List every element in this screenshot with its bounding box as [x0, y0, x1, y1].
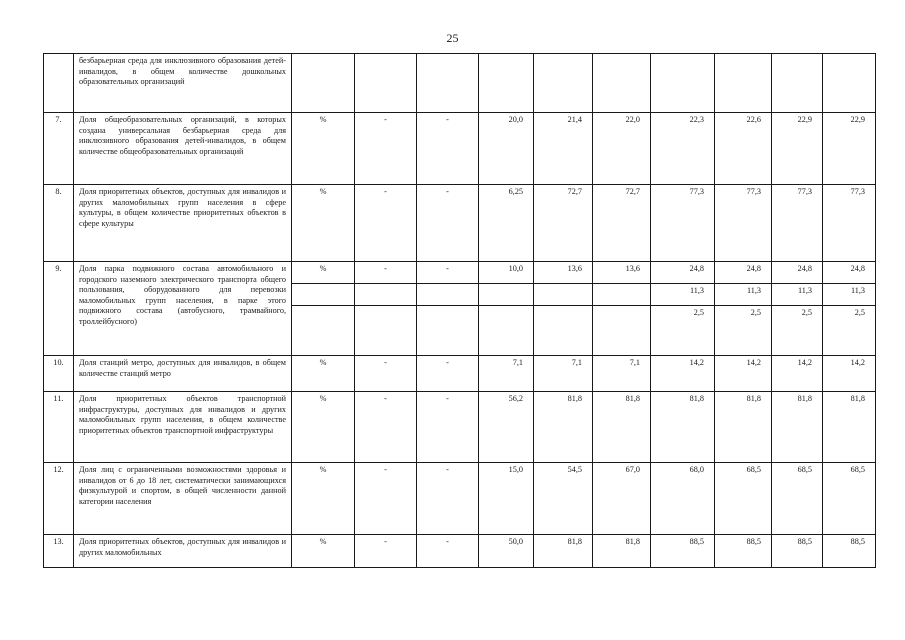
value-cell: -	[417, 392, 479, 463]
value-cell: 2,5	[715, 306, 772, 356]
value-cell: 11,3	[772, 284, 823, 306]
value-cell	[355, 284, 417, 306]
value-cell	[479, 54, 534, 113]
unit-cell: %	[292, 356, 355, 392]
value-cell: 81,8	[715, 392, 772, 463]
row-number	[44, 54, 74, 113]
value-cell	[715, 54, 772, 113]
row-number: 8.	[44, 185, 74, 262]
value-cell: 81,8	[651, 392, 715, 463]
value-cell: 68,5	[772, 463, 823, 535]
value-cell: 81,8	[593, 535, 651, 568]
row-number: 13.	[44, 535, 74, 568]
value-cell: 88,5	[715, 535, 772, 568]
value-cell: 77,3	[823, 185, 876, 262]
table-row	[44, 54, 876, 113]
value-cell: -	[355, 356, 417, 392]
value-cell: 14,2	[651, 356, 715, 392]
row-number: 12.	[44, 463, 74, 535]
value-cell: -	[355, 262, 417, 284]
value-cell: 77,3	[715, 185, 772, 262]
value-cell: 67,0	[593, 463, 651, 535]
row-number: 10.	[44, 356, 74, 392]
value-cell	[417, 284, 479, 306]
value-cell: -	[417, 262, 479, 284]
value-cell: 24,8	[823, 262, 876, 284]
value-cell: 13,6	[593, 262, 651, 284]
value-cell: 10,0	[479, 262, 534, 284]
value-cell: 22,3	[651, 113, 715, 185]
unit-cell: %	[292, 262, 355, 284]
value-cell: 72,7	[534, 185, 593, 262]
table-row	[44, 392, 876, 463]
row-number: 9.	[44, 262, 74, 356]
value-cell: 22,6	[715, 113, 772, 185]
table-row	[44, 262, 876, 284]
value-cell: -	[355, 463, 417, 535]
unit-cell	[292, 306, 355, 356]
value-cell: 68,0	[651, 463, 715, 535]
value-cell: 14,2	[715, 356, 772, 392]
value-cell: 88,5	[823, 535, 876, 568]
unit-cell	[292, 284, 355, 306]
value-cell	[355, 54, 417, 113]
value-cell: 24,8	[651, 262, 715, 284]
value-cell: 2,5	[772, 306, 823, 356]
value-cell: -	[355, 535, 417, 568]
value-cell: 22,0	[593, 113, 651, 185]
value-cell: 7,1	[534, 356, 593, 392]
value-cell: 11,3	[715, 284, 772, 306]
value-cell: 77,3	[651, 185, 715, 262]
value-cell: -	[417, 356, 479, 392]
indicator-description: Доля станций метро, доступных для инвалидов, в общем количестве станций метро	[74, 356, 292, 392]
value-cell	[651, 54, 715, 113]
value-cell: 15,0	[479, 463, 534, 535]
unit-cell: %	[292, 185, 355, 262]
row-number: 11.	[44, 392, 74, 463]
value-cell: 81,8	[772, 392, 823, 463]
value-cell: -	[417, 463, 479, 535]
value-cell: 13,6	[534, 262, 593, 284]
value-cell: 22,9	[823, 113, 876, 185]
value-cell: 2,5	[651, 306, 715, 356]
value-cell: -	[417, 113, 479, 185]
value-cell: 68,5	[823, 463, 876, 535]
value-cell: -	[417, 185, 479, 262]
value-cell: 22,9	[772, 113, 823, 185]
value-cell: 72,7	[593, 185, 651, 262]
value-cell: 7,1	[593, 356, 651, 392]
value-cell: 68,5	[715, 463, 772, 535]
value-cell: 11,3	[823, 284, 876, 306]
value-cell: 24,8	[715, 262, 772, 284]
unit-cell: %	[292, 113, 355, 185]
value-cell	[823, 54, 876, 113]
value-cell: 81,8	[593, 392, 651, 463]
value-cell	[534, 284, 593, 306]
value-cell: 14,2	[823, 356, 876, 392]
indicator-description: Доля общеобразовательных организаций, в которых создана универсальная безбарьерная среда для инклюзивного образования детей-инвалидов, в общем количестве общеобразовательных организаций	[74, 113, 292, 185]
value-cell: 7,1	[479, 356, 534, 392]
indicators-table	[43, 53, 876, 568]
value-cell: -	[417, 535, 479, 568]
row-number: 7.	[44, 113, 74, 185]
indicator-description: Доля парка подвижного состава автомобильного и городского наземного электрического транспорта общего пользования, оборудованного для перевозки маломобильных групп населения, в парке этого подвижного состава (автобусного, трамвайного, троллейбусного)	[74, 262, 292, 356]
value-cell	[534, 306, 593, 356]
value-cell	[479, 306, 534, 356]
value-cell: 54,5	[534, 463, 593, 535]
value-cell: -	[355, 113, 417, 185]
value-cell: -	[355, 392, 417, 463]
value-cell: 81,8	[534, 535, 593, 568]
value-cell: 24,8	[772, 262, 823, 284]
unit-cell: %	[292, 463, 355, 535]
unit-cell: %	[292, 392, 355, 463]
value-cell: 88,5	[651, 535, 715, 568]
value-cell	[479, 284, 534, 306]
indicator-description: Доля приоритетных объектов, доступных для инвалидов и других маломобильных	[74, 535, 292, 568]
value-cell: 81,8	[534, 392, 593, 463]
value-cell: 50,0	[479, 535, 534, 568]
value-cell	[534, 54, 593, 113]
value-cell: 88,5	[772, 535, 823, 568]
page-number: 25	[446, 31, 459, 45]
value-cell: 20,0	[479, 113, 534, 185]
indicator-description: Доля приоритетных объектов транспортной инфраструктуры, доступных для инвалидов и других маломобильных групп населения, в общем количестве приоритетных объектов транспортной инфраструктуры	[74, 392, 292, 463]
unit-cell	[292, 54, 355, 113]
value-cell: 21,4	[534, 113, 593, 185]
table-row	[44, 185, 876, 262]
table-row	[44, 535, 876, 568]
value-cell: 2,5	[823, 306, 876, 356]
value-cell: 81,8	[823, 392, 876, 463]
value-cell: 11,3	[651, 284, 715, 306]
value-cell: -	[355, 185, 417, 262]
table-row	[44, 113, 876, 185]
value-cell: 77,3	[772, 185, 823, 262]
value-cell	[772, 54, 823, 113]
indicator-description: Доля приоритетных объектов, доступных для инвалидов и других маломобильных групп населения в сфере культуры, в общем количестве приоритетных объектов в сфере культуры	[74, 185, 292, 262]
value-cell: 14,2	[772, 356, 823, 392]
value-cell	[593, 54, 651, 113]
table-row	[44, 463, 876, 535]
value-cell: 6,25	[479, 185, 534, 262]
value-cell	[417, 306, 479, 356]
value-cell	[417, 54, 479, 113]
value-cell: 56,2	[479, 392, 534, 463]
value-cell	[593, 284, 651, 306]
value-cell	[355, 306, 417, 356]
unit-cell: %	[292, 535, 355, 568]
indicator-description: безбарьерная среда для инклюзивного образования детей-инвалидов, в общем количестве дошкольных образовательных организаций	[74, 54, 292, 113]
indicator-description: Доля лиц с ограниченными возможностями здоровья и инвалидов от 6 до 18 лет, систематически занимающихся физкультурой и спортом, в общей численности данной категории населения	[74, 463, 292, 535]
table-row	[44, 356, 876, 392]
value-cell	[593, 306, 651, 356]
